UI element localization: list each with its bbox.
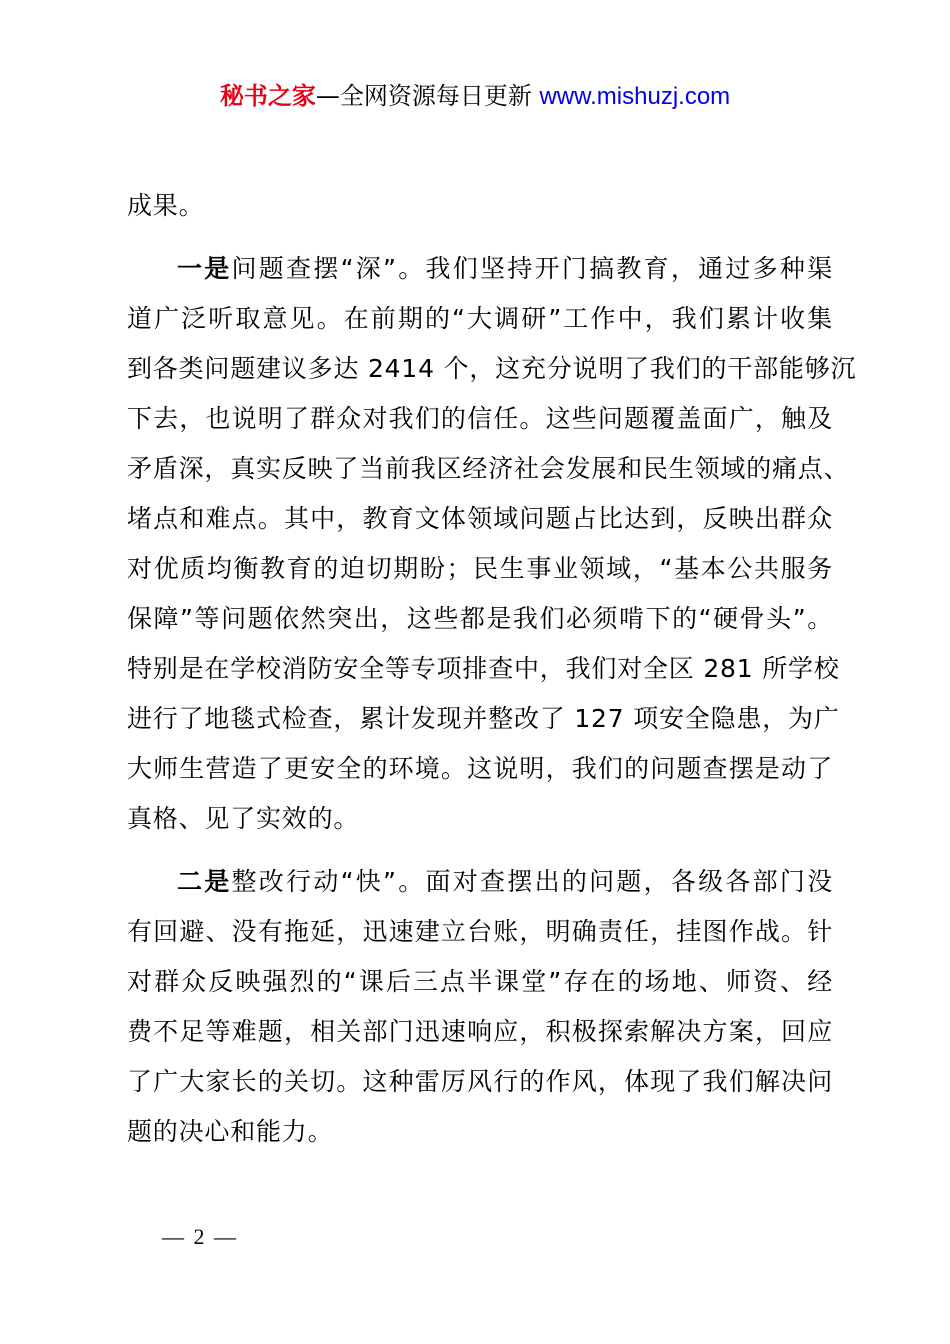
site-header (0, 80, 950, 113)
paragraph-line: 费不足等难题，相关部门迅速响应，积极探索解决方案，回应 (127, 1017, 833, 1046)
paragraph-line: 真格、见了实效的。 (127, 804, 360, 833)
paragraph-line: 到各类问题建议多达 2414 个，这充分说明了我们的干部能够沉 (127, 354, 857, 383)
paragraph-line: 道广泛听取意见。在前期的“大调研”工作中，我们累计收集 (127, 304, 833, 333)
paragraph-lead: 二是 (177, 867, 232, 896)
paragraph-line: 特别是在学校消防安全等专项排查中，我们对全区 281 所学校 (127, 654, 840, 683)
page-number: — 2 — (162, 1224, 238, 1249)
paragraph-line: 下去，也说明了群众对我们的信任。这些问题覆盖面广，触及 (127, 404, 833, 433)
document-body (127, 181, 857, 1157)
paragraph-line: 一是问题查摆“深”。我们坚持开门搞教育，通过多种渠 (177, 254, 833, 283)
paragraph-line: 进行了地毯式检查，累计发现并整改了 127 项安全隐患，为广 (127, 704, 840, 733)
paragraph-line: 对群众反映强烈的“课后三点半课堂”存在的场地、师资、经 (127, 967, 833, 996)
site-brand: 秘书之家 (219, 82, 316, 110)
paragraph-line: 有回避、没有拖延，迅速建立台账，明确责任，挂图作战。针 (127, 917, 833, 946)
paragraph-line: 大师生营造了更安全的环境。这说明，我们的问题查摆是动了 (127, 754, 833, 783)
paragraph-rectification (127, 857, 833, 1157)
paragraph-problem-finding (127, 244, 857, 844)
paragraph-line: 堵点和难点。其中，教育文体领域问题占比达到，反映出群众 (127, 504, 833, 533)
site-tagline: —全网资源每日更新 (315, 82, 540, 110)
site-url-link[interactable]: www.mishuzj.com (539, 83, 731, 110)
paragraph-lead: 一是 (177, 254, 232, 283)
paragraph-line: 矛盾深，真实反映了当前我区经济社会发展和民生领域的痛点、 (127, 454, 850, 483)
paragraph-line: 保障”等问题依然突出，这些都是我们必须啃下的“硬骨头”。 (127, 604, 833, 633)
paragraph-line: 了广大家长的关切。这种雷厉风行的作风，体现了我们解决问 (127, 1067, 833, 1096)
paragraph-line: 对优质均衡教育的迫切期盼；民生事业领域，“基本公共服务 (127, 554, 833, 583)
paragraph-line: 题的决心和能力。 (127, 1117, 334, 1146)
paragraph-continuation: 成果。 (127, 191, 205, 220)
paragraph-line: 二是整改行动“快”。面对查摆出的问题，各级各部门没 (177, 867, 833, 896)
